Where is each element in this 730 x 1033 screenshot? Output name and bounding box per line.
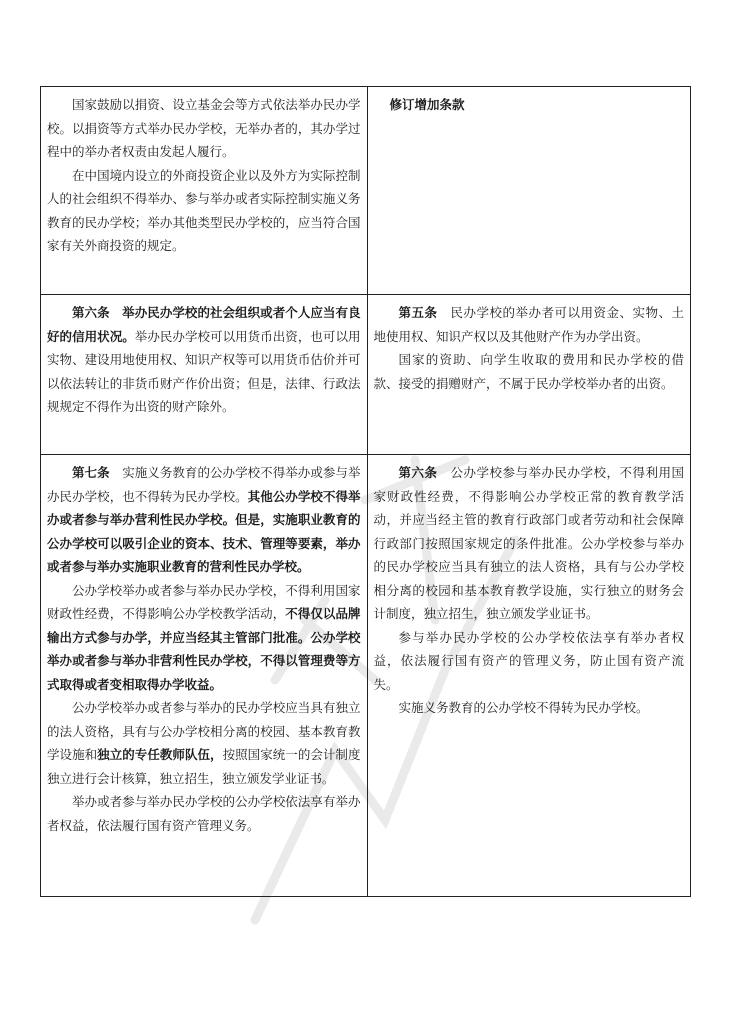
paragraph bbox=[374, 301, 685, 348]
text-run: 独立的专任教师队伍， bbox=[97, 747, 223, 762]
text-run: 第六条 bbox=[398, 465, 451, 480]
text-run: 公办学校参与举办民办学校，不得利用国家财政性经费，不得影响公办学校正常的教育教学活动，并应当经主管的教育行政部门或者劳动和社会保障行政部门按照国家规定的条件批准。公办学校参与举办的民办学校应当具有独立的法人资格，具有与公办学校相分离的校园和基本教育教学设施，实行独立的财务会计制度，独立招生，独立颁发学业证书。 bbox=[373, 465, 684, 621]
paragraph bbox=[47, 93, 361, 164]
paragraph bbox=[47, 461, 361, 579]
original-text-cell bbox=[367, 87, 691, 295]
text-run: 第五条 bbox=[398, 305, 451, 320]
original-text-cell bbox=[367, 455, 691, 897]
text-run: 公办学校举办或者参与举办的民办学校应当具有独立的法人资格，具有与公办学校相分离的校园、基本教育教学设施和 bbox=[47, 700, 361, 762]
revised-text-cell bbox=[41, 455, 368, 897]
text-run: 不得仅以品牌输出方式参与办学，并应当经其主管部门批准。公办学校举办或者参与举办非营利性民办学校，不得以管理费等方式取得或者变相取得办学收益。 bbox=[47, 606, 361, 692]
text-run: 第七条 bbox=[72, 465, 123, 480]
paragraph bbox=[374, 696, 685, 720]
revised-text-cell bbox=[41, 295, 368, 455]
text-run: 实施义务教育的公办学校不得转为民办学校。 bbox=[398, 700, 649, 715]
paragraph bbox=[47, 164, 361, 258]
paragraph bbox=[47, 301, 361, 419]
paragraph bbox=[374, 348, 685, 395]
table-row bbox=[41, 87, 691, 295]
text-run: 在中国境内设立的外商投资企业以及外方为实际控制人的社会组织不得举办、参与举办或者实际控制实施义务教育的民办学校；举办其他类型民办学校的，应当符合国家有关外商投资的规定。 bbox=[47, 167, 361, 253]
text-run: 公办学校举办或者参与举办民办学校，不得利用国家财政性经费，不得影响公办学校教学活动， bbox=[47, 582, 361, 621]
paragraph bbox=[374, 461, 685, 626]
paragraph bbox=[47, 790, 361, 837]
revised-text-cell bbox=[41, 87, 368, 295]
text-run: 实施义务教育的公办学校不得举办或参与举办民办学校，也不得转为民办学校。 bbox=[47, 465, 361, 504]
text-run: 按照国家统一的会计制度独立进行会计核算，独立招生，独立颁发学业证书。 bbox=[47, 747, 361, 786]
revision-note: 修订增加条款 bbox=[389, 97, 465, 112]
paragraph bbox=[374, 626, 685, 697]
text-run: 第六条 举办民办学校的社会组织或者个人应当有良好的信用状况。 bbox=[47, 305, 361, 344]
text-run: 举办或者参与举办民办学校的公办学校依法享有举办者权益，依法履行国有资产管理义务。 bbox=[47, 794, 361, 833]
paragraph bbox=[47, 579, 361, 697]
text-run: 国家鼓励以捐资、设立基金会等方式依法举办民办学校。以捐资等方式举办民办学校，无举办者的，其办学过程中的举办者权责由发起人履行。 bbox=[47, 97, 361, 159]
paragraph bbox=[47, 696, 361, 790]
text-run: 参与举办民办学校的公办学校依法享有举办者权益，依法履行国有资产的管理义务，防止国有资产流失。 bbox=[373, 629, 684, 692]
table-row bbox=[41, 295, 691, 455]
original-text-cell bbox=[367, 295, 691, 455]
text-run: 其他公办学校不得举办或者参与举办营利性民办学校。但是，实施职业教育的公办学校可以吸引企业的资本、技术、管理等要素，举办或者参与举办实施职业教育的营利性民办学校。 bbox=[47, 488, 361, 574]
text-run: 举办民办学校可以用货币出资，也可以用实物、建设用地使用权、知识产权等可以用货币估价并可以依法转让的非货币财产作价出资；但是，法律、行政法规规定不得作为出资的财产除外。 bbox=[47, 328, 361, 414]
text-run: 民办学校的举办者可以用资金、实物、土地使用权、知识产权以及其他财产作为办学出资。 bbox=[373, 305, 684, 344]
text-run: 国家的资助、向学生收取的费用和民办学校的借款、接受的捐赠财产，不属于民办学校举办者的出资。 bbox=[373, 352, 684, 391]
table-row bbox=[41, 455, 691, 897]
comparison-table bbox=[40, 86, 691, 897]
